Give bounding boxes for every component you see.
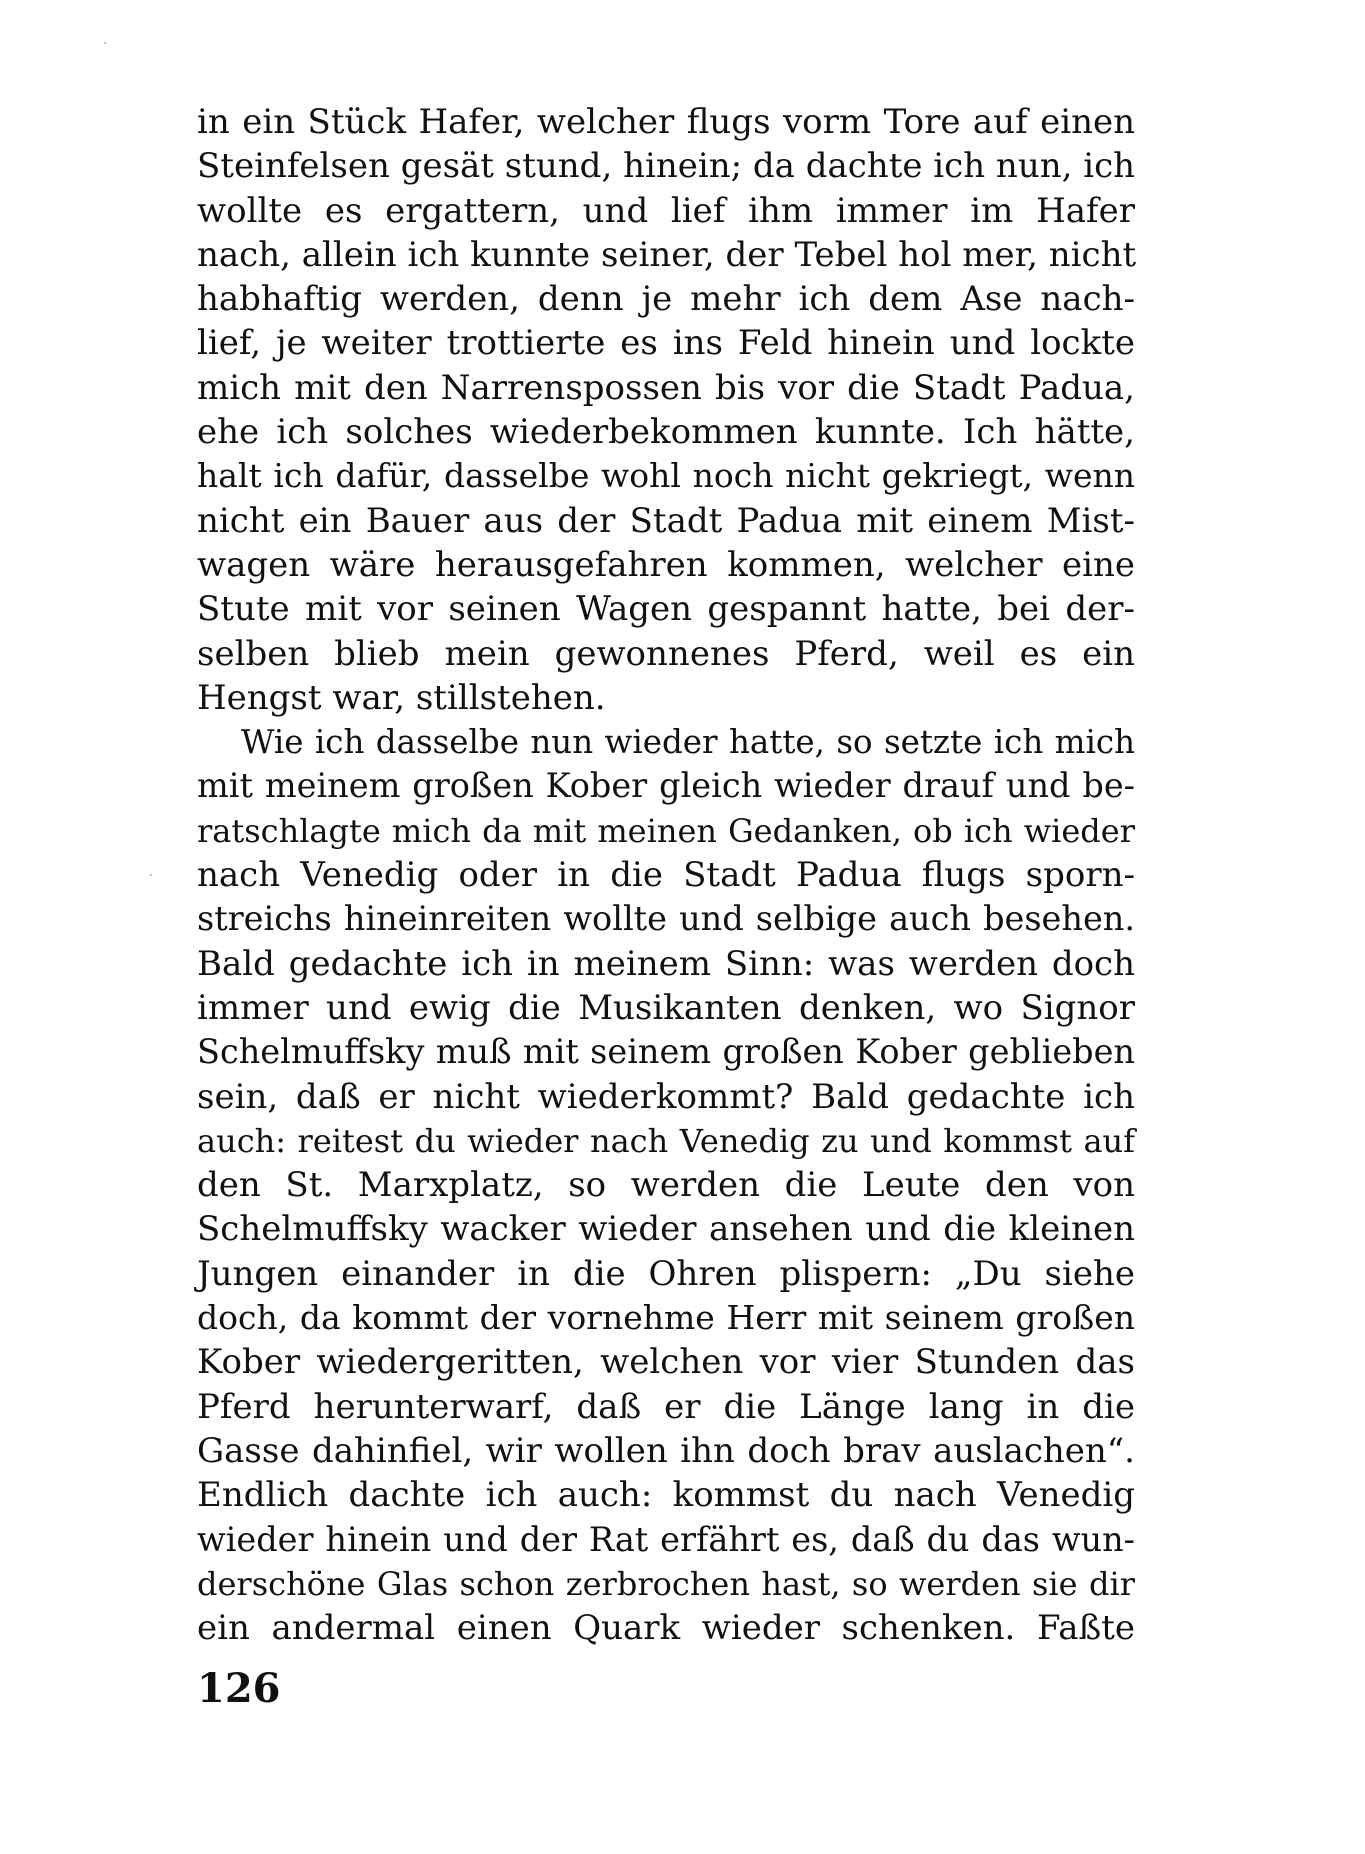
text-line: lief, je weiter trottierte es ins Feld hinein und lockte	[197, 323, 1135, 364]
text-line: mich mit den Narrenspossen bis vor die Stadt Padua,	[197, 367, 1135, 408]
text-line: habhaftig werden, denn je mehr ich dem Ase nach-	[197, 279, 1135, 320]
text-line: nach Venedig oder in die Stadt Padua flugs sporn-	[197, 855, 1135, 896]
text-line: selben blieb mein gewonnenes Pferd, weil es ein	[197, 633, 1135, 674]
text-line: wollte es ergattern, und lief ihm immer im Hafer	[197, 190, 1135, 231]
text-line: Endlich dachte ich auch: kommst du nach Venedig	[197, 1475, 1135, 1516]
text-line: Gasse dahinfiel, wir wollen ihn doch brav auslachen“.	[197, 1430, 1135, 1471]
text-line: Jungen einander in die Ohren plispern: „Du siehe	[197, 1253, 1135, 1294]
text-line: doch, da kommt der vornehme Herr mit seinem großen	[197, 1298, 1135, 1338]
text-line: mit meinem großen Kober gleich wieder drauf und be-	[197, 766, 1135, 806]
text-line: auch: reitest du wieder nach Venedig zu und kommst auf	[197, 1121, 1135, 1160]
text-line: ein andermal einen Quark wieder schenken. Faßte	[197, 1608, 1135, 1649]
text-line: nach, allein ich kunnte seiner, der Tebel hol mer, nicht	[197, 234, 1137, 275]
text-line: in ein Stück Hafer, welcher flugs vorm Tore auf einen	[197, 102, 1135, 142]
text-line: Pferd herunterwarf, daß er die Länge lang in die	[197, 1386, 1135, 1427]
text-line: sein, daß er nicht wiederkommt? Bald gedachte ich	[197, 1076, 1135, 1117]
text-line: nicht ein Bauer aus der Stadt Padua mit einem Mist-	[197, 500, 1135, 541]
text-line: ratschlagte mich da mit meinen Gedanken, ob ich wieder	[197, 811, 1135, 850]
text-line: wieder hinein und der Rat erfährt es, daß du das wun-	[197, 1519, 1135, 1559]
text-line: derschöne Glas schon zerbrochen hast, so werden sie dir	[197, 1564, 1135, 1603]
scan-speck	[104, 42, 106, 44]
text-line: streichs hineinreiten wollte und selbige auch besehen.	[197, 899, 1135, 939]
text-line: Schelmuffsky wacker wieder ansehen und die kleinen	[197, 1209, 1135, 1250]
page-number: 126	[197, 1665, 281, 1712]
text-line: den St. Marxplatz, so werden die Leute den von	[197, 1165, 1135, 1206]
text-line: Wie ich dasselbe nun wieder hatte, so setzte ich mich	[241, 723, 1135, 762]
text-line: Steinfelsen gesät stund, hinein; da dachte ich nun, ich	[197, 146, 1136, 187]
text-line: Schelmuffsky muß mit seinem großen Kober geblieben	[197, 1032, 1135, 1072]
text-line: Hengst war, stillstehen.	[197, 677, 606, 718]
text-line: Stute mit vor seinen Wagen gespannt hatte, bei der-	[197, 589, 1135, 630]
text-line: halt ich dafür, dasselbe wohl noch nicht gekriegt, wenn	[197, 456, 1135, 496]
body-text	[197, 100, 1135, 1650]
text-line: ehe ich solches wiederbekommen kunnte. Ich hätte,	[197, 412, 1135, 453]
text-line: Kober wiedergeritten, welchen vor vier Stunden das	[197, 1342, 1135, 1383]
scan-speck	[150, 874, 152, 876]
text-line: immer und ewig die Musikanten denken, wo Signor	[197, 987, 1135, 1028]
text-line: Bald gedachte ich in meinem Sinn: was werden doch	[197, 943, 1135, 984]
text-line: wagen wäre herausgefahren kommen, welcher eine	[197, 544, 1135, 585]
